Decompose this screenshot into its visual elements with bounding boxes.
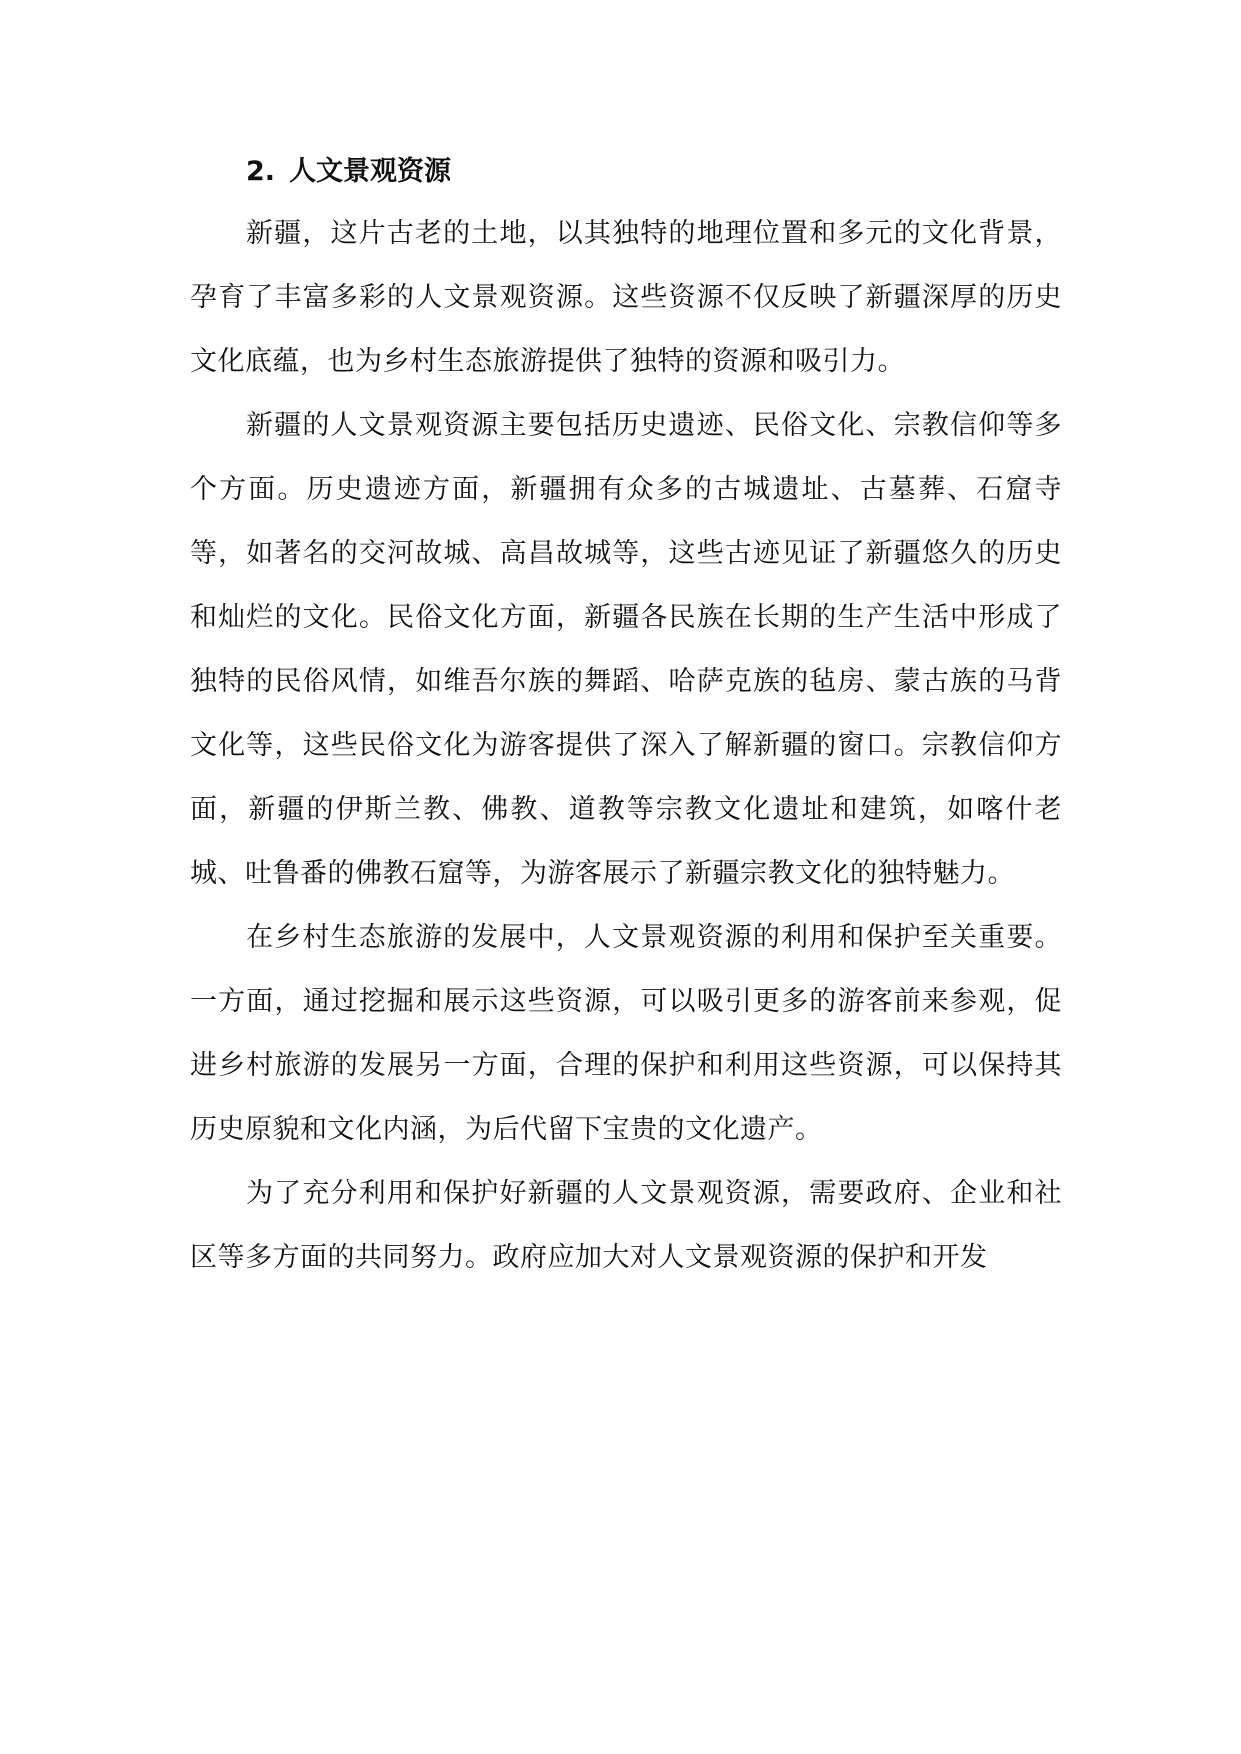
section-heading bbox=[190, 142, 1062, 202]
paragraph-resource-types: 新疆的人文景观资源主要包括历史遗迹、民俗文化、宗教信仰等多个方面。历史遗迹方面，新疆拥有众多的古城遗址、古墓葬、石窟寺等，如著名的交河故城、高昌故城等，这些古迹见证了新疆悠久的历史和灿烂的文化。民俗文化方面，新疆各民族在长期的生产生活中形成了独特的民俗风情，如维吾尔族的舞蹈、哈萨克族的毡房、蒙古族的马背文化等，这些民俗文化为游客提供了深入了解新疆的窗口。宗教信仰方面，新疆的伊斯兰教、佛教、道教等宗教文化遗址和建筑，如喀什老城、吐鲁番的佛教石窟等，为游客展示了新疆宗教文化的独特魅力。 bbox=[190, 410, 1062, 889]
section-number: 2. bbox=[246, 156, 276, 187]
paragraph-utilization-protection: 在乡村生态旅游的发展中，人文景观资源的利用和保护至关重要。一方面，通过挖掘和展示这些资源，可以吸引更多的游客前来参观，促进乡村旅游的发展另一方面，合理的保护和利用这些资源，可以保持其历史原貌和文化内涵，为后代留下宝贵的文化遗产。 bbox=[190, 922, 1062, 1145]
paragraph-intro: 新疆，这片古老的土地，以其独特的地理位置和多元的文化背景，孕育了丰富多彩的人文景观资源。这些资源不仅反映了新疆深厚的历史文化底蕴，也为乡村生态旅游提供了独特的资源和吸引力。 bbox=[190, 218, 1062, 377]
page-content bbox=[190, 142, 1062, 1290]
section-title: 人文景观资源 bbox=[289, 156, 452, 187]
paragraph-joint-efforts: 为了充分利用和保护好新疆的人文景观资源，需要政府、企业和社区等多方面的共同努力。政府应加大对人文景观资源的保护和开发 bbox=[190, 1178, 1062, 1273]
